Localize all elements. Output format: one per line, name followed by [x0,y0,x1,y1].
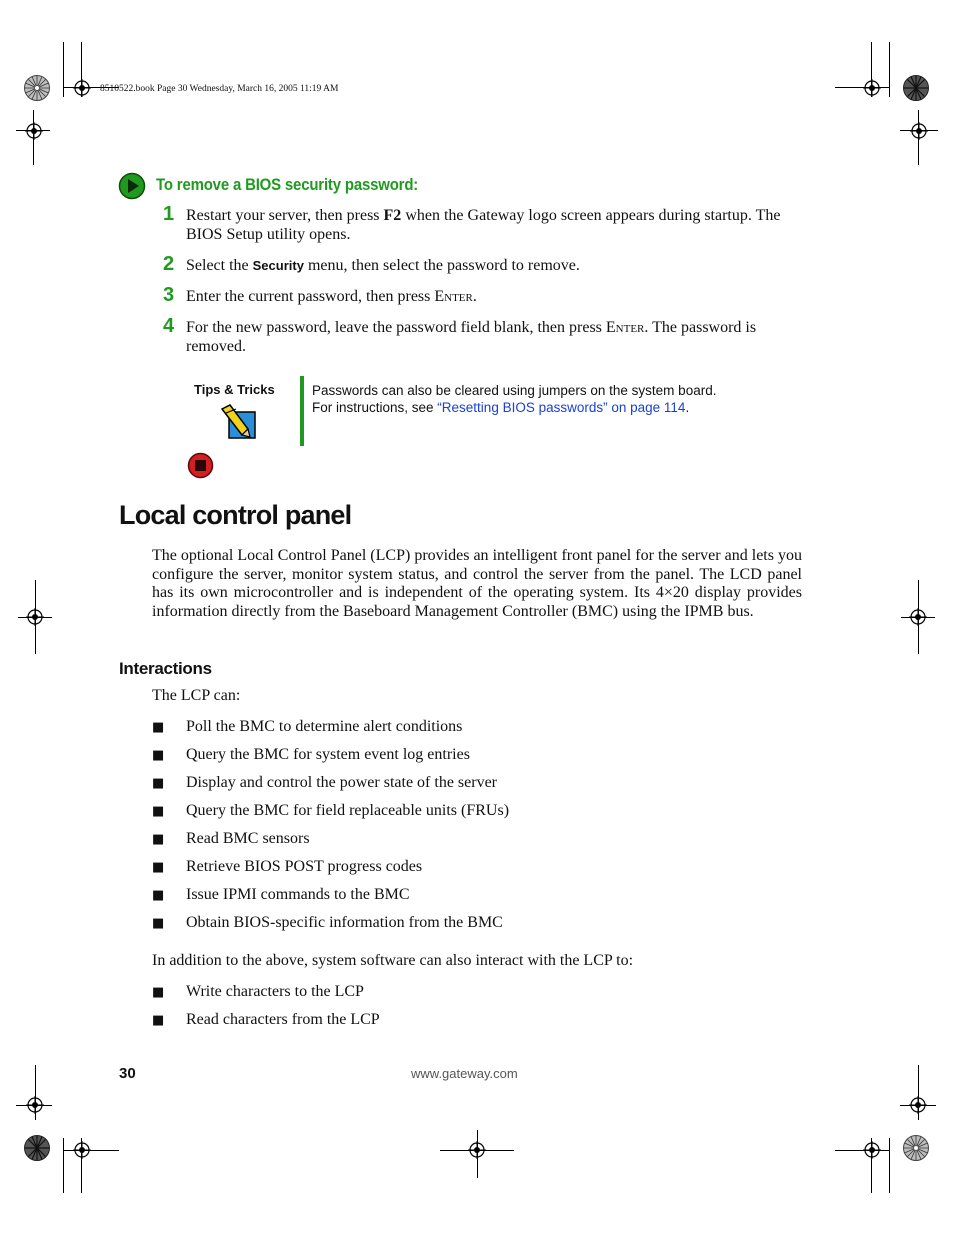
menu-name: Security [252,258,304,273]
crosshair-registration-icon [26,608,44,626]
subheading: Interactions [119,659,212,678]
print-header-file-info: 8510522.book Page 30 Wednesday, March 16, 2005 11:19 AM [100,84,339,94]
section-title: Local control panel [119,500,352,530]
radial-color-target-icon [903,75,929,101]
list-item: Read BMC sensors [186,830,310,847]
key-name: Enter [605,319,645,336]
crosshair-registration-icon [26,1096,44,1114]
radial-color-target-icon [24,1135,50,1161]
pencil-notepad-icon [220,403,258,441]
bullet-icon: ■ [152,985,165,1000]
crosshair-registration-icon [863,79,881,97]
key-name: Enter [434,288,473,305]
tips-text [312,382,792,416]
tips-line: Passwords can also be cleared using jumpers on the system board. [312,383,717,398]
bullet-icon: ■ [152,916,165,931]
step-text: Enter the current password, then press Enter. [186,288,477,305]
crosshair-registration-icon [25,122,43,140]
additional-paragraph: In addition to the above, system software can also interact with the LCP to: [152,952,634,969]
list-item: Display and control the power state of the server [186,774,498,791]
green-play-icon [118,172,146,200]
list-item: Poll the BMC to determine alert conditions [186,718,463,735]
crosshair-registration-icon [468,1141,486,1159]
page-number: 30 [119,1065,136,1082]
bullet-icon: ■ [152,888,165,903]
step-number: 2 [163,253,175,275]
step-number: 3 [163,284,175,306]
tips-divider-bar [300,376,304,446]
list-item: Issue IPMI commands to the BMC [186,886,410,903]
bullet-icon: ■ [152,776,165,791]
list-item: Obtain BIOS-specific information from the BMC [186,914,503,931]
step-text: Select the Security menu, then select the password to remove. [186,257,580,274]
crosshair-registration-icon [73,1141,91,1159]
step-text: For the new password, leave the password field blank, then press Enter. The password is removed. [186,319,757,355]
bullet-icon: ■ [152,1013,165,1028]
step-number: 4 [163,315,175,337]
key-name: F2 [383,207,402,224]
list-item: Retrieve BIOS POST progress codes [186,858,423,875]
crosshair-registration-icon [73,79,91,97]
list-intro: The LCP can: [152,687,241,704]
tips-label: Tips & Tricks [194,382,275,397]
red-stop-icon [187,452,214,479]
list-item: Query the BMC for field replaceable units (FRUs) [186,802,510,819]
crosshair-registration-icon [909,608,927,626]
bullet-icon: ■ [152,804,165,819]
crosshair-registration-icon [910,122,928,140]
list-item: Read characters from the LCP [186,1011,380,1028]
radial-color-target-icon [903,1135,929,1161]
step-text: Restart your server, then press F2 when the Gateway logo screen appears during startup. The BIOS Setup utility opens. [186,207,781,243]
intro-paragraph: The optional Local Control Panel (LCP) provides an intelligent front panel for the server and lets you configure the server, monitor system status, and control the server from the panel. The LCD panel has its own microcontroller and is independent of the operating system. Its 4×20 display provides information directly from the Baseboard Management Controller (BMC) using the IPMB bus. [152,547,802,620]
crosshair-registration-icon [909,1096,927,1114]
crosshair-registration-icon [863,1141,881,1159]
procedure-heading: To remove a BIOS security password: [156,175,419,194]
cross-reference-link[interactable]: “Resetting BIOS passwords” on page 114 [437,400,686,415]
bullet-icon: ■ [152,720,165,735]
bullet-icon: ■ [152,832,165,847]
bullet-icon: ■ [152,748,165,763]
footer-url: www.gateway.com [411,1066,518,1081]
radial-color-target-icon [24,75,50,101]
list-item: Write characters to the LCP [186,983,364,1000]
tips-line: For instructions, see “Resetting BIOS passwords” on page 114. [312,400,690,415]
list-item: Query the BMC for system event log entries [186,746,470,763]
bullet-icon: ■ [152,860,165,875]
step-number: 1 [163,203,175,225]
